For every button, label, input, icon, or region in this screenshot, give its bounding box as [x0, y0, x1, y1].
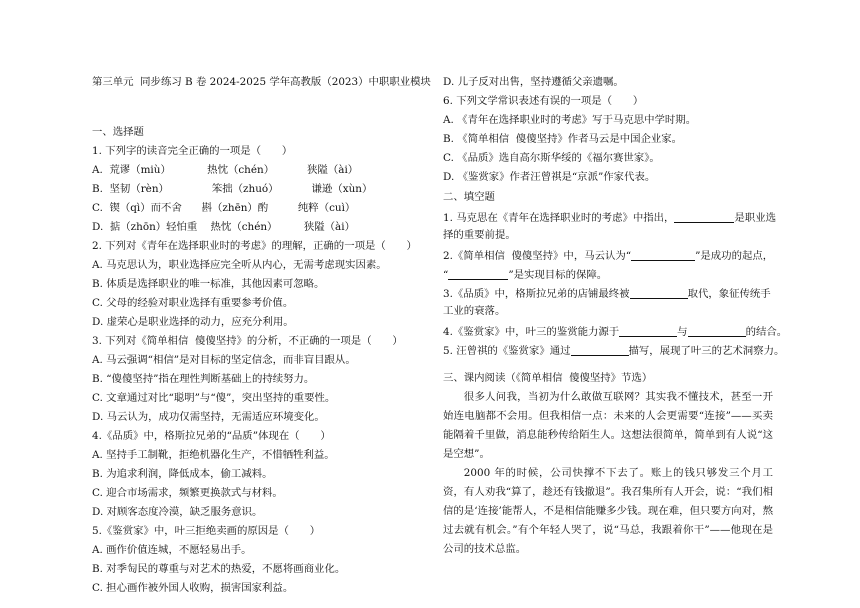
page-title: 第三单元 同步练习 B 卷 2024-2025 学年高教版（2023）中职职业模块: [92, 76, 431, 88]
q2-option-a: A. 马克思认为，职业选择应完全听从内心，无需考虑现实因素。: [92, 259, 387, 271]
q4-option-c: C. 迎合市场需求，频繁更换款式与材料。: [92, 487, 283, 499]
q3-option-d: D. 马云认为，成功仅需坚持，无需适应环境变化。: [92, 411, 325, 423]
fill-item-1: 1. 马克思在《青年在选择职业时的考虑》中指出， 是职业选: [443, 212, 776, 224]
q3-option-c: C. 文章通过对比“聪明”与“傻”，突出坚持的重要性。: [92, 392, 336, 404]
q1-option-b: B. 坚韧（rèn） 笨拙（zhuó） 谦逊（xùn）: [92, 183, 373, 195]
section-heading-reading: 三、课内阅读（《简单相信 傻傻坚持》节选）: [443, 372, 653, 384]
q1-option-d: D. 掂（zhōn）轻怕重 热忱（chén） 狭隘（ài）: [92, 221, 355, 233]
fill-blank-1: [674, 211, 734, 223]
q5-option-b: B. 对季匋民的尊重与对艺术的热爱，不愿将画商业化。: [92, 563, 346, 575]
q6-option-a: A. 《青年在选择职业时的考虑》写于马克思中学时期。: [443, 114, 697, 126]
q6-option-b: B. 《简单相信 傻傻坚持》作者马云是中国企业家。: [443, 133, 683, 145]
fill-blank-4a: [619, 325, 677, 337]
fill-blank-2b: [448, 268, 508, 280]
fill-blank-4b: [688, 325, 746, 337]
q4-option-b: B. 为追求利润，降低成本，偷工减料。: [92, 468, 273, 480]
q3-option-b: B. “傻傻坚持”指在理性判断基础上的持续努力。: [92, 373, 315, 385]
section-heading-fill: 二、填空题: [443, 191, 495, 203]
q2-option-d: D. 虚荣心是职业选择的动力，应充分利用。: [92, 316, 294, 328]
q2-option-c: C. 父母的经验对职业选择有重要参考价值。: [92, 297, 294, 309]
section-heading-choice: 一、选择题: [92, 126, 144, 138]
fill-blank-5: [571, 344, 629, 356]
fill-item-3: 3.《品质》中，格斯拉兄弟的店铺最终被 取代，象征传统手: [443, 288, 771, 300]
q3-stem: 3. 下列对《简单相信 傻傻坚持》的分析，不正确的一项是（ ）: [92, 335, 403, 347]
reading-paragraph-1: 很多人问我，当初为什么敢做互联网？其实我不懂技术，甚至一开始连电脑都不会用。但我相信一点：未来的人会更需要“连接”——买卖能隔着千里做，消息能秒传给陌生人。这想法很简单，简单到有人说“这是空想”。: [443, 391, 773, 460]
q4-stem: 4.《品质》中，格斯拉兄弟的“品质”体现在（ ）: [92, 430, 331, 442]
q5-option-c: C. 担心画作被外国人收购，损害国家利益。: [92, 582, 294, 594]
fill-item-2: 2.《简单相信 傻傻坚持》中，马云认为“ ”是成功的起点，: [443, 250, 774, 262]
q5-option-d: D. 儿子反对出售，坚持遵循父亲遗嘱。: [443, 76, 624, 88]
fill-item-2-cont: “ ”是实现目标的保障。: [443, 269, 608, 281]
q6-option-c: C. 《品质》选自高尔斯华绥的《福尔赛世家》。: [443, 152, 660, 164]
q4-option-a: A. 坚持手工制靴，拒绝机器化生产，不惜牺牲利益。: [92, 449, 335, 461]
fill-item-3-cont: 工业的衰落。: [443, 305, 506, 317]
q5-stem: 5.《鉴赏家》中，叶三拒绝卖画的原因是（ ）: [92, 525, 321, 537]
q6-stem: 6. 下列文学常识表述有误的一项是（ ）: [443, 95, 644, 107]
q2-stem: 2. 下列对《青年在选择职业时的考虑》的理解，正确的一项是（ ）: [92, 240, 417, 252]
q1-option-c: C. 锲（qì）而不舍 斟（zhēn）酌 纯粹（cuì）: [92, 202, 356, 214]
q6-option-d: D. 《鉴赏家》作者汪曾祺是“京派”作家代表。: [443, 171, 656, 183]
fill-item-4: 4.《鉴赏家》中，叶三的鉴赏能力源于 与 的结合。: [443, 326, 788, 338]
fill-blank-2a: [631, 249, 695, 261]
reading-paragraph-2: 2000 年的时候，公司快撑不下去了。账上的钱只够发三个月工资，有人劝我“算了，趁还有钱撤退”。我召集所有人开会，说：“我们相信的是‘连接’能帮人，不是相信能赚多少钱。现在难，但只要方向对，熬过去就有机会。”有个年轻人哭了，说“马总，我跟着你干”——他现在是公司的技术总监。: [443, 467, 773, 555]
q1-option-a: A. 荒谬（miù） 热忱（chén） 狭隘（ài）: [92, 164, 359, 176]
fill-blank-3: [630, 287, 688, 299]
q1-stem: 1. 下列字的读音完全正确的一项是（ ）: [92, 145, 293, 157]
q3-option-a: A. 马云强调“相信”是对目标的坚定信念，而非盲目跟从。: [92, 354, 356, 366]
fill-item-5: 5. 汪曾祺的《鉴赏家》通过 描写，展现了叶三的艺术洞察力。: [443, 345, 785, 357]
q2-option-b: B. 体质是选择职业的唯一标准，其他因素可忽略。: [92, 278, 325, 290]
q4-option-d: D. 对顾客态度冷漠，缺乏服务意识。: [92, 506, 263, 518]
q5-option-a: A. 画作价值连城，不愿轻易出手。: [92, 544, 252, 556]
fill-item-1-cont: 择的重要前提。: [443, 229, 516, 241]
